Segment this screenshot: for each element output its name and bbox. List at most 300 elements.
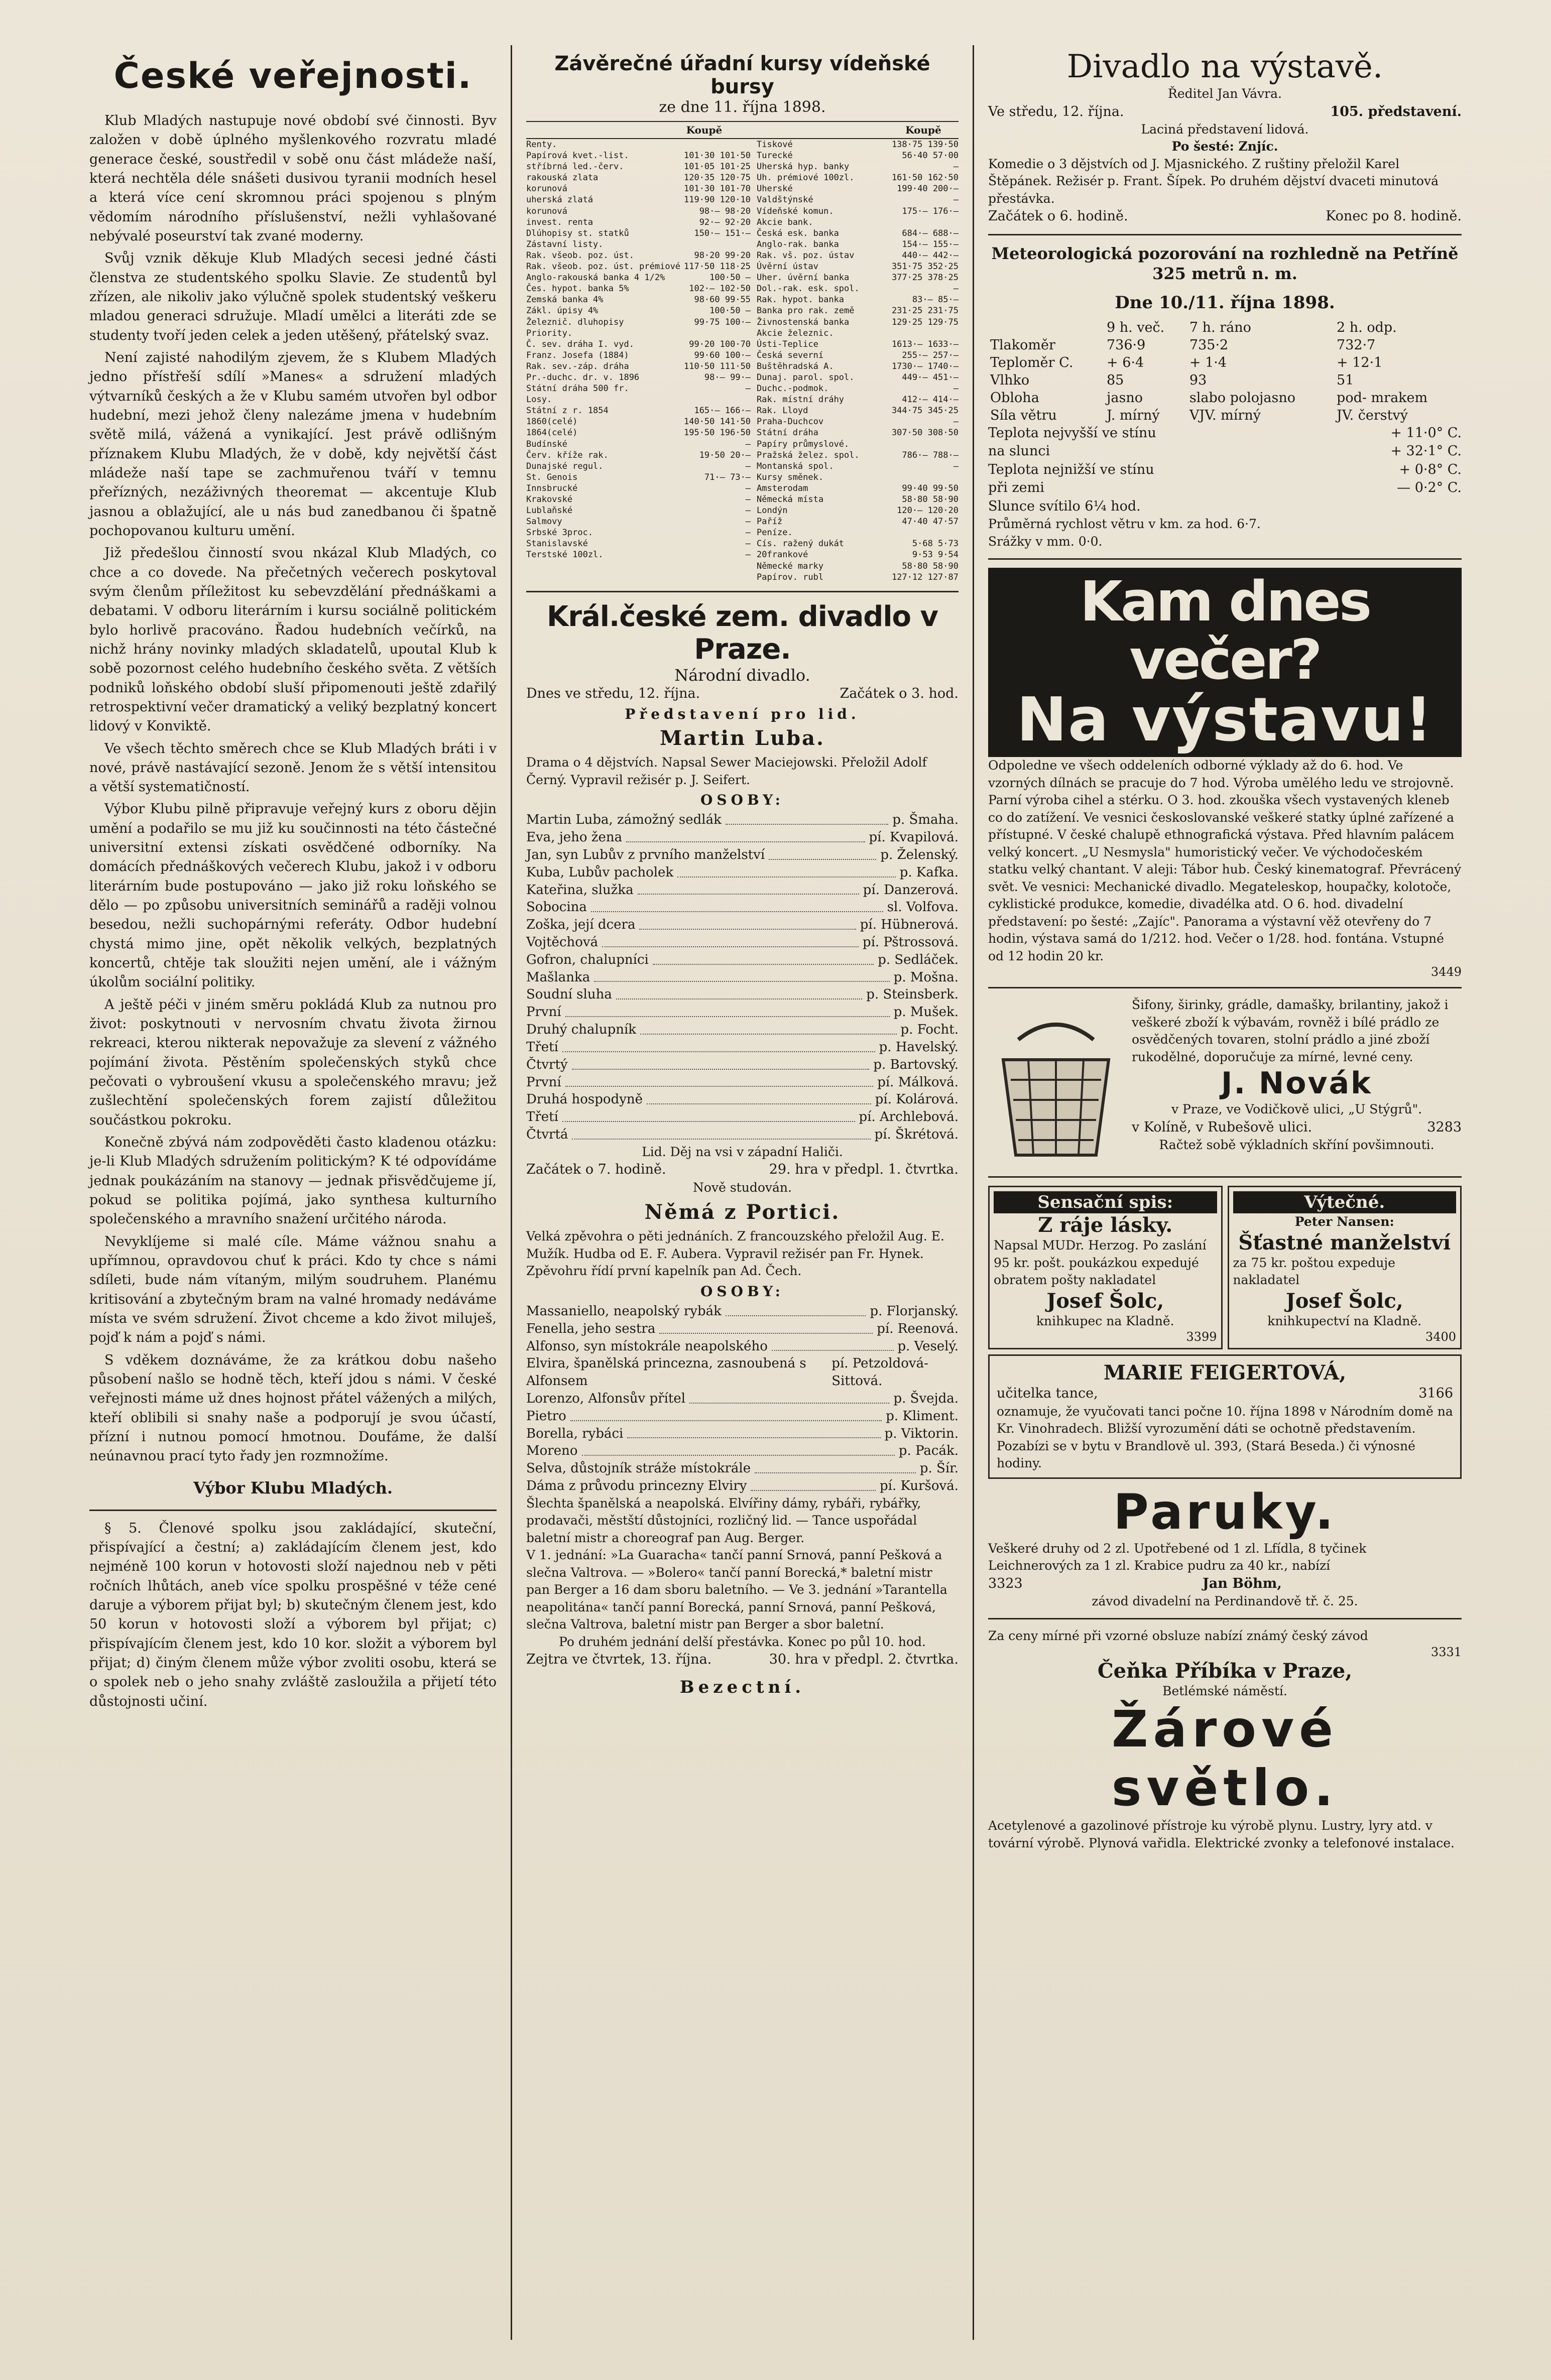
bourse-item-name: invest. renta bbox=[526, 217, 593, 227]
cast-actor: p. Pacák. bbox=[898, 1443, 959, 1459]
zarove-text: Acetylenové a gazolinové přístroje ku výrobě plynu. Lustry, lyry atd. v tovární výrobě. Plynová vařidla. Elektrické zvonky a telefonové instalace. bbox=[988, 1818, 1455, 1850]
bourse-item-value: 150·— 151·— bbox=[694, 228, 751, 238]
meteo-cell: 51 bbox=[1337, 372, 1354, 388]
bourse-row bbox=[757, 372, 959, 383]
meteo-cell: + 6·4 bbox=[1107, 354, 1144, 370]
cast-row bbox=[526, 829, 959, 846]
book-ad-b-author: Peter Nansen: bbox=[1294, 1214, 1394, 1229]
cast-row bbox=[526, 1477, 959, 1495]
bourse-item-value: 165·— 166·— bbox=[694, 406, 751, 416]
cast-leader bbox=[565, 1074, 874, 1087]
basket-illustration-icon bbox=[988, 999, 1124, 1165]
bourse-row bbox=[757, 161, 959, 172]
cast-leader bbox=[689, 1390, 889, 1404]
temperature-row bbox=[988, 497, 1462, 516]
ad-number: 3331 bbox=[1430, 1645, 1462, 1659]
extras-note: Šlechta španělská a neapolská. Elvířiny dámy, rybáři, rybářky, prodavači, městští důstojníci, rozličný lid. — Tance uspořádal baletní mistr a choreograf pan Aug. Berger. bbox=[526, 1495, 921, 1545]
cast-role: Fenella, jeho sestra bbox=[526, 1321, 656, 1336]
cast-role: První bbox=[526, 1005, 561, 1020]
bourse-date: ze dne 11. října 1898. bbox=[659, 98, 826, 116]
cast-row bbox=[526, 1039, 959, 1056]
cast-leader bbox=[591, 899, 883, 912]
bourse-item-name: korunová bbox=[526, 206, 567, 216]
cast-leader bbox=[594, 969, 889, 982]
bourse-item-value: — bbox=[745, 461, 751, 471]
divider bbox=[89, 1510, 497, 1511]
bourse-item-value: 175·— 176·— bbox=[902, 206, 959, 216]
meteo-title: Meteorologická pozorování na rozhledně na Petříně 325 metrů n. m. bbox=[991, 243, 1459, 283]
bourse-item-value: — bbox=[953, 195, 959, 205]
bourse-item-value: 440·— 442·— bbox=[902, 250, 959, 261]
bourse-item-value: — bbox=[745, 550, 751, 560]
bourse-item-name: Budínské bbox=[526, 439, 567, 449]
cast-role: Borella, rybáci bbox=[526, 1426, 624, 1441]
cast-heading: OSOBY: bbox=[700, 792, 785, 809]
bourse-item-value: 351·75 352·25 bbox=[891, 262, 959, 272]
bourse-item-value: 684·— 688·— bbox=[902, 228, 959, 238]
bourse-item-value: — bbox=[953, 461, 959, 471]
bourse-title: Závěrečné úřadní kursy vídeňské bursy bbox=[554, 52, 930, 98]
cast-role: Druhý chalupník bbox=[526, 1022, 637, 1038]
bourse-row bbox=[526, 150, 751, 161]
cast-role: První bbox=[526, 1074, 561, 1090]
bourse-item-value: 120·35 120·75 bbox=[683, 173, 751, 183]
cast-role: Třetí bbox=[526, 1109, 558, 1125]
bourse-item-name: Dunajské regul. bbox=[526, 461, 604, 471]
bourse-item-name: Čes. hypot. banka 5% bbox=[526, 284, 629, 294]
cast-actor: pí. Kvapilová. bbox=[869, 830, 959, 845]
cast-actor: p. Šmaha. bbox=[892, 812, 959, 828]
bourse-row bbox=[757, 183, 959, 194]
cast-row bbox=[526, 1408, 959, 1425]
divider bbox=[988, 1176, 1462, 1178]
start-row bbox=[526, 1161, 959, 1179]
bourse-row bbox=[757, 538, 959, 549]
bourse-item-name: Rak. všeob. poz. úst. prémiové bbox=[526, 262, 681, 272]
ad-number: 3399 bbox=[1186, 1330, 1217, 1344]
bourse-item-name: Dol.-rak. esk. spol. bbox=[757, 284, 860, 294]
cast-role: Massaniello, neapolský rybák bbox=[526, 1303, 722, 1319]
ballet-note: V 1. jednání: »La Guaracha« tančí panní Srnová, panní Pešková a slečna Valtrova. — »Bolero« tančí panní Borecká,* baletní mistr pan Berger a 16 dam sboru baletního. — Ve 3. jednání »Tarantella neapolitána« tančí panní Borecká, panní Srnová, panní Pešková, slečna Valtrova, baletní mistr pan Berger a sbor baletní. bbox=[526, 1548, 947, 1632]
cast-actor: p. Sedláček. bbox=[878, 952, 959, 967]
cast-row bbox=[526, 1303, 959, 1320]
cast-actor: p. Šír. bbox=[919, 1461, 959, 1476]
cast-row bbox=[526, 1126, 959, 1144]
cast-actor: p. Švejda. bbox=[893, 1391, 959, 1406]
cast-actor: pí. Petzoldová-Sittová. bbox=[831, 1356, 928, 1389]
marie-sub-row bbox=[997, 1385, 1453, 1403]
paruky-address: závod divadelní na Perdinandově tř. č. 25. bbox=[1092, 1593, 1358, 1608]
cast-leader bbox=[640, 1021, 896, 1035]
divider bbox=[526, 591, 959, 592]
bourse-item-name: Dunaj. parol. spol. bbox=[757, 372, 855, 383]
bourse-item-name: Srbské 3proc. bbox=[526, 528, 593, 538]
cast-role: Sobocina bbox=[526, 900, 587, 915]
book-ad-b-title: Šťastné manželství bbox=[1238, 1230, 1451, 1255]
bourse-row bbox=[526, 350, 751, 361]
rain-note: Srážky v mm. 0·0. bbox=[988, 534, 1103, 549]
bourse-item-name: Zákl. úpisy 4% bbox=[526, 306, 599, 316]
bourse-item-name: Praha-Duchcov bbox=[757, 417, 824, 427]
bourse-item-value bbox=[888, 217, 959, 228]
cenka-address: Betlémské náměstí. bbox=[1162, 1683, 1287, 1698]
bourse-item-name: Rak. Lloyd bbox=[757, 406, 808, 416]
book-ad-a-text: Napsal MUDr. Herzog. Po zaslání 95 kr. pošt. poukázkou expedujé obratem pošty nakladatel bbox=[994, 1238, 1207, 1288]
sifony-kolin: v Kolíně, v Rubešově ulici. bbox=[1132, 1119, 1313, 1135]
cast-actor: p. Steinsberk. bbox=[866, 987, 959, 1003]
subscription-note: 29. hra v předpl. 1. čtvrtka. bbox=[769, 1162, 959, 1178]
bourse-item-value: 231·25 231·75 bbox=[891, 306, 959, 316]
cast-row bbox=[526, 1004, 959, 1021]
book-ad-b-sub: knihkupectví na Kladně. bbox=[1267, 1313, 1422, 1328]
bourse-row bbox=[526, 261, 751, 272]
bourse-item-name: Zástavní listy. bbox=[526, 239, 604, 249]
sifony-ad bbox=[988, 996, 1462, 1168]
cast-role: Martin Luba, zámožný sedlák bbox=[526, 812, 722, 828]
bourse-row bbox=[757, 394, 959, 405]
marie-ad bbox=[988, 1354, 1462, 1478]
bourse-item-value: — bbox=[745, 384, 751, 394]
cast-row bbox=[526, 1021, 959, 1039]
divadlo-description: Komedie o 3 dějstvích od J. Mjasnického. Z ruštiny přeložil Karel Štěpánek. Režisér p. Frant. Šípek. Po druhém dějství dvaceti minutová přestávka. bbox=[988, 156, 1439, 206]
bourse-item-name: Státní z r. 1854 bbox=[526, 406, 609, 416]
bourse-row bbox=[526, 161, 751, 172]
bourse-item-value bbox=[888, 328, 959, 339]
marie-text: oznamuje, že vyučovati tanci počne 10. října 1898 v Národním domě na Kr. Vinohradech. Bližší vyrozumění dáti se ochotně představením. Pozabízi se v bytu v Brandlově ul. 393, (Stará Beseda.) či výnosné hodiny. bbox=[997, 1404, 1453, 1470]
cast-role: Druhá hospodyně bbox=[526, 1092, 643, 1107]
temperature-value: + 11·0° C. bbox=[1390, 425, 1462, 441]
cast-role: Zoška, její dcera bbox=[526, 917, 636, 933]
bourse-item-value: 786·— 788·— bbox=[902, 450, 959, 460]
cast-actor: p. Kliment. bbox=[886, 1408, 959, 1424]
bourse-row bbox=[757, 505, 959, 516]
statute-text: § 5. Členové spolku jsou zakládající, skuteční, přispívající a čestní; a) zakládajícím členem jest, kdo nejméně 100 korun v hotovosti složí najednou neb v pěti ročních lhůtách, aneb více spolku prospěšné v téže cené daruje a výborem přijat byl; b) skutečným členem jest, kdo 50 korun v hotovosti složí a výborem byl přijat; c) přispívajícím členem jest, kdo 10 kor. složit a výborem byl přijat; d) činým členem může výbor zvoliti osobu, která se o spolek neb o jeho snahy zvláště zasloužila a přijetí této důstojnosti učiní. bbox=[89, 1520, 497, 1709]
bourse-row bbox=[757, 328, 959, 339]
bourse-table bbox=[526, 139, 959, 583]
bourse-item-value: 138·75 139·50 bbox=[891, 140, 959, 150]
bourse-row bbox=[526, 427, 751, 438]
bourse-row bbox=[757, 206, 959, 217]
paruky-name: Jan Böhm, bbox=[1202, 1575, 1282, 1591]
play-description: Drama o 4 dějstvích. Napsal Sewer Maciejowski. Přeložil Adolf Černý. Vypravil režisér p. J. Seifert. bbox=[526, 755, 927, 787]
wind-note: Průměrná rychlost větru v km. za hod. 6·7. bbox=[988, 517, 1261, 532]
sifony-note: Račtež sobě výkladních skříní povšimnouti. bbox=[1159, 1138, 1435, 1152]
bourse-row bbox=[526, 494, 751, 505]
cast-leader bbox=[572, 1056, 870, 1070]
bourse-col-head: Koupě bbox=[905, 124, 941, 136]
meteo-cell: JV. čerstvý bbox=[1337, 407, 1408, 423]
bourse-row bbox=[526, 239, 751, 250]
book-ad-a-head: Sensační spis: bbox=[994, 1191, 1217, 1213]
bourse-row bbox=[526, 206, 751, 217]
bourse-row bbox=[757, 217, 959, 228]
cast-actor: pí. Kolárová. bbox=[875, 1092, 959, 1107]
bourse-item-name: Německé marky bbox=[757, 561, 824, 571]
cast-row bbox=[526, 1091, 959, 1108]
bourse-item-value: — bbox=[745, 506, 751, 516]
bourse-row bbox=[526, 139, 751, 150]
divadlo-end: Konec po 8. hodině. bbox=[1326, 208, 1462, 224]
bourse-item-value: — bbox=[953, 417, 959, 427]
exhibition-ad-text: Odpoledne ve všech oddeleních odborné výklady až do 6. hod. Ve vzorných dílnách se pracuje do 7 hod. Výroba umělého ledu ve strojovně. Parní výroba cihel a stérku. O 3. hod. zkouška všech vystavených kleneb co do zatížení. Ve vesnici českoslovanské veškeré statky úplné zařízené a přístupné. V české chalupě ethnografická výstava. Před hlavním palácem velký koncert. „U Nesmysla" humoristický večer. Ve východočeském statku velký chantant. V aleji: Tábor hub. Český kinematograf. Převrácený svět. Ve vesnici: Mechanické divadlo. Megateleskop, houpačky, kolotoče, cyklistické produkce, komedie, divadélka atd. O 6. hod. divadelní představení: po šesté: „Zajíc". Panorama a výstavní věž otevřeny do 7 hodin, výstava samá do 1/212. hod. Večer o 1/28. hod. fontána. Vstupné od 12 hodin 20 kr. bbox=[988, 758, 1462, 963]
temperature-row bbox=[988, 442, 1462, 460]
bourse-item-name: Pražská želez. spol. bbox=[757, 450, 860, 460]
cast-role: Lorenzo, Alfonsův přítel bbox=[526, 1391, 686, 1406]
tomorrow-note: 30. hra v předpl. 2. čtvrtka. bbox=[769, 1652, 959, 1668]
bourse-item-name: Salmovy bbox=[526, 517, 562, 527]
tomorrow-row bbox=[526, 1651, 959, 1669]
bourse-item-value: 100·50 — bbox=[709, 306, 751, 316]
temperature-row bbox=[988, 479, 1462, 497]
bourse-item-value: 377·25 378·25 bbox=[891, 273, 959, 283]
bourse-item-value: 98·60 99·55 bbox=[694, 295, 751, 305]
bourse-row bbox=[526, 339, 751, 350]
theatre-subtitle: Národní divadlo. bbox=[674, 665, 810, 685]
bourse-item-name: Železnič. dluhopisy bbox=[526, 317, 624, 327]
bourse-item-name: St. Genois bbox=[526, 472, 578, 482]
bourse-item-value: 140·50 141·50 bbox=[683, 417, 751, 427]
meteo-cell: + 1·4 bbox=[1189, 354, 1227, 370]
bourse-row bbox=[526, 505, 751, 516]
cast-role: Mašlanka bbox=[526, 969, 590, 985]
cast-actor: sl. Volfova. bbox=[887, 900, 959, 915]
meteo-cell: 93 bbox=[1189, 372, 1207, 388]
exhibition-ad-line1: Kam dnes večer? bbox=[1080, 569, 1370, 692]
bourse-item-value: 127·12 127·87 bbox=[891, 572, 959, 582]
bourse-row bbox=[526, 483, 751, 494]
zarove-title: Žárové světlo. bbox=[1111, 1700, 1339, 1818]
bourse-item-value: 119·90 120·10 bbox=[683, 195, 751, 205]
bourse-item-name: 1864(celé) bbox=[526, 428, 578, 438]
meteo-row bbox=[988, 336, 1462, 354]
bourse-item-value: — bbox=[953, 162, 959, 172]
bourse-item-name: 20frankové bbox=[757, 550, 808, 560]
bourse-row bbox=[526, 294, 751, 305]
bourse-item-value: 47·40 47·57 bbox=[902, 517, 959, 527]
book-ad-b-text: za 75 kr. poštou expeduje nakladatel bbox=[1233, 1255, 1395, 1288]
bourse-row bbox=[526, 450, 751, 461]
meteo-col-head: 9 h. več. bbox=[1107, 319, 1165, 335]
temperature-row bbox=[988, 424, 1462, 442]
column-article bbox=[75, 45, 512, 2340]
theatre-date: Dnes ve středu, 12. října. bbox=[526, 685, 700, 701]
cast-leader bbox=[572, 1126, 870, 1140]
bourse-row bbox=[526, 228, 751, 239]
cast-actor: p. Viktorin. bbox=[884, 1426, 959, 1441]
column-ads bbox=[974, 45, 1476, 2340]
cast-row bbox=[526, 811, 959, 829]
divadlo-play: Po šesté: Znjíc. bbox=[1171, 139, 1278, 154]
cast-leader bbox=[653, 951, 874, 965]
book-ads bbox=[988, 1186, 1462, 1349]
bourse-item-name: Rak. všeob. poz. úst. bbox=[526, 250, 634, 261]
cast-actor: pí. Málková. bbox=[877, 1074, 959, 1090]
bourse-row bbox=[526, 549, 751, 560]
cast-leader bbox=[772, 1338, 894, 1351]
divadlo-cheap: Laciná představení lidová. bbox=[1141, 121, 1309, 137]
cast-role: Elvira, španělská princezna, zasnoubená s Alfonsem bbox=[526, 1356, 806, 1389]
bourse-item-name: Papíry průmyslové. bbox=[757, 439, 850, 449]
bourse-item-name: Priority. bbox=[526, 328, 573, 338]
cast-actor: pí. Reenová. bbox=[877, 1321, 959, 1336]
bourse-row bbox=[526, 183, 751, 194]
cast-leader bbox=[582, 1442, 895, 1456]
book-ad-a-name: Josef Šolc, bbox=[1046, 1289, 1164, 1313]
article-paragraph: Klub Mladých nastupuje nové období své činnosti. Byv založen v době úplného myšlenkového rozvratu mladé generace české, soustředil v sobě onu část mládeže naší, která nechtěla déle snášeti dusivou tyranii modních hesel a která více cení skromnou práci spojenou s plným vědomím národního příslušenství, nežli vyhlašované nebývalé poseurství tak zvané moderny. bbox=[89, 113, 497, 244]
column-bourse-theatre bbox=[512, 45, 974, 2340]
cast-leader bbox=[659, 1320, 873, 1334]
bourse-item-value: 98·— 98·20 bbox=[699, 206, 751, 216]
article-body bbox=[89, 111, 497, 1466]
bourse-row bbox=[526, 527, 751, 538]
bourse-item-value: 101·30 101·70 bbox=[683, 184, 751, 194]
cast2-heading: OSOBY: bbox=[700, 1283, 785, 1300]
cast-row bbox=[526, 969, 959, 986]
divadlo-date-row bbox=[988, 103, 1462, 121]
paruky-title: Paruky. bbox=[1113, 1483, 1337, 1540]
play-title: Martin Luba. bbox=[660, 726, 825, 750]
bourse-row bbox=[526, 328, 751, 339]
bourse-item-name: Dlúhopisy st. statků bbox=[526, 228, 629, 238]
bourse-item-value: 154·— 155·— bbox=[902, 239, 959, 249]
sifony-address: v Praze, ve Vodičkově ulici, „U Stýgrů". bbox=[1171, 1102, 1422, 1117]
meteo-cell: Teploměr C. bbox=[990, 354, 1073, 370]
bourse-item-name: 1860(celé) bbox=[526, 417, 578, 427]
cast-row bbox=[526, 1338, 959, 1355]
cast-row bbox=[526, 1056, 959, 1074]
bourse-item-name: Živnostenská banka bbox=[757, 317, 850, 327]
meteo-cell: pod- mrakem bbox=[1337, 390, 1428, 406]
meteo-cell: slabo polojasno bbox=[1189, 390, 1296, 406]
bourse-item-value: 98·— 99·— bbox=[704, 372, 751, 383]
bourse-item-name: Uherské bbox=[757, 184, 793, 194]
bourse-item-value: 98·20 99·20 bbox=[694, 250, 751, 261]
cast-row bbox=[526, 1074, 959, 1091]
bourse-row bbox=[757, 439, 959, 450]
cast-leader bbox=[755, 1460, 916, 1473]
bourse-item-name: Akcie železnic. bbox=[757, 328, 834, 338]
tomorrow-date: Zejtra ve čtvrtek, 13. října. bbox=[526, 1652, 712, 1668]
bourse-item-value: — bbox=[745, 439, 751, 449]
bourse-item-name: Losy. bbox=[526, 395, 552, 405]
ad-number: 3400 bbox=[1425, 1330, 1456, 1344]
bourse-row bbox=[757, 572, 959, 583]
cast-row bbox=[526, 1425, 959, 1443]
book-ad-b-name: Josef Šolc, bbox=[1285, 1289, 1403, 1313]
cast-actor: p. Veselý. bbox=[897, 1338, 959, 1354]
bourse-item-name: Pr.-duchc. dr. v. 1896 bbox=[526, 372, 640, 383]
bourse-item-value: 100·50 — bbox=[709, 273, 751, 283]
meteo-col-head: 7 h. ráno bbox=[1189, 319, 1251, 335]
bourse-item-name: Papírov. rubl bbox=[757, 572, 824, 582]
cast-role: Čtvrtá bbox=[526, 1127, 568, 1143]
cast-row bbox=[526, 882, 959, 899]
bourse-item-value: — bbox=[953, 284, 959, 294]
cast-role: Třetí bbox=[526, 1039, 558, 1055]
article-heading: České veřejnosti. bbox=[113, 55, 472, 96]
sifony-kolin-row bbox=[1132, 1118, 1462, 1137]
bourse-item-value: 71·— 73·— bbox=[704, 472, 751, 482]
article-paragraph: Ve všech těchto směrech chce se Klub Mladých bráti i v nové, právě nastávající sezoně. Jenom že s větší intensitou a větší systematičností. bbox=[89, 740, 497, 795]
exhibition-ad-banner bbox=[988, 568, 1462, 757]
bourse-item-name: Česká severní bbox=[757, 350, 824, 360]
cast-row bbox=[526, 1355, 959, 1390]
ad-number: 3323 bbox=[988, 1575, 1023, 1591]
divadlo-time-row bbox=[988, 207, 1462, 225]
temperature-row bbox=[988, 461, 1462, 479]
cast-leader bbox=[638, 882, 859, 895]
meteo-cell: jasno bbox=[1107, 390, 1143, 406]
bourse-item-name: Zemská banka 4% bbox=[526, 295, 604, 305]
bourse-row bbox=[757, 549, 959, 560]
meteo-cell: 732·7 bbox=[1337, 337, 1376, 353]
bourse-row bbox=[526, 283, 751, 294]
article-paragraph: Není zajisté nahodilým zjevem, že s Klubem Mladých jedno přístřeší sdílí »Manes« a sdružení mladých výtvarníků českých a že v Klubu samém utvořen byl odbor hudební, mezi jehož členy nalezáme jmena v hudebním světě milá, vážená a vynikající. Jest právě odlišným příznakem Klubu Mladých, že v době, kdy největší část mládeže naší tape se zachmuřenou tváří v temnu přeřízných, nezáživných theoremat — akcentuje Klub jasnou a oblažující, ale u nás bud zanedbanou či špatně pochopovanou kulturu umění. bbox=[89, 349, 497, 539]
marie-sub: učitelka tance, bbox=[997, 1386, 1098, 1402]
bourse-item-value: — bbox=[745, 528, 751, 538]
theatre-start: Začátek o 3. hod. bbox=[840, 685, 959, 701]
bourse-row bbox=[526, 372, 751, 383]
bourse-item-name: Vídeňské komun. bbox=[757, 206, 834, 216]
bourse-row bbox=[757, 516, 959, 527]
bourse-item-name: Rak. sev.-záp. dráha bbox=[526, 361, 629, 371]
bourse-item-name: Uher. úvěrní banka bbox=[757, 273, 850, 283]
bourse-item-name: Anglo-rakouská banka 4 1/2% bbox=[526, 273, 665, 283]
bourse-row bbox=[526, 250, 751, 261]
bourse-item-name: Anglo-rak. banka bbox=[757, 239, 839, 249]
bourse-item-name: Uh. prémiové 100zl. bbox=[757, 173, 855, 183]
cast-leader bbox=[751, 1477, 876, 1491]
divider bbox=[988, 234, 1462, 235]
bourse-item-name: Tiskové bbox=[757, 140, 793, 150]
cast-row bbox=[526, 846, 959, 864]
bourse-item-name: Cís. ražený dukát bbox=[757, 539, 845, 549]
bourse-row bbox=[526, 405, 751, 416]
bourse-item-name: Buštěhradská A. bbox=[757, 361, 834, 371]
meteo-col-head: 2 h. odp. bbox=[1337, 319, 1397, 335]
bourse-item-name: Německá místa bbox=[757, 494, 824, 505]
bourse-item-value bbox=[888, 527, 959, 538]
bourse-item-value: 5·68 5·73 bbox=[912, 539, 959, 549]
cast-actor: p. Mošna. bbox=[893, 969, 959, 985]
cast-row bbox=[526, 934, 959, 951]
cast-role: Vojtěchová bbox=[526, 934, 599, 950]
bourse-item-name: Krakovské bbox=[526, 494, 573, 505]
cast-actor: pí. Kuršová. bbox=[880, 1478, 959, 1494]
temperature-label: na slunci bbox=[988, 443, 1050, 459]
meteo-cell: Obloha bbox=[990, 390, 1039, 406]
bourse-item-value: 1613·— 1633·— bbox=[891, 339, 959, 349]
article-paragraph: A ještě péči v jiném směru pokládá Klub za nutnou pro život: poskytnouti v nervosním chvatu života žirnou rekreaci, kterou nikterak nepovažuje za slevení z vážného pojímání života. Pěstěním společenských styků chce pečovati o vybroušení vkusu a společenského mravu; jež zušlechtění společenských forem zajistí důležitou součástkou pokroku. bbox=[89, 996, 497, 1128]
bourse-row bbox=[526, 516, 751, 527]
bourse-item-value: — bbox=[745, 494, 751, 505]
cenka-text: Za ceny mírné při vzorné obsluze nabízí známý český závod bbox=[988, 1629, 1368, 1644]
cast-actor: p. Havelský. bbox=[879, 1039, 959, 1055]
theatre-title: Král.české zem. divadlo v Praze. bbox=[546, 600, 938, 666]
bourse-item-name: Renty. bbox=[526, 140, 557, 150]
bourse-row bbox=[757, 405, 959, 416]
article-paragraph: Svůj vznik děkuje Klub Mladých secesi jedné části členstva ze studentského spolku Slavie. Ze studentů byl zřízen, ale nikoliv jako výlučně spolek studentský veškeru mladou generaci sdružuje. Mladí umělci a literáti zde se studenty tvoří jeden celek a jeden utěšený, přátelský svaz. bbox=[89, 250, 497, 343]
divider bbox=[988, 987, 1462, 988]
meteo-cell: 85 bbox=[1107, 372, 1124, 388]
bourse-item-value: 120·— 120·20 bbox=[897, 506, 959, 516]
bourse-right-col bbox=[757, 139, 959, 583]
bourse-item-value: 99·60 100·— bbox=[694, 350, 751, 360]
book-ad-a bbox=[988, 1186, 1223, 1349]
bourse-item-name: Banka pro rak. země bbox=[757, 306, 855, 316]
cast-leader bbox=[562, 1108, 855, 1122]
article-paragraph: S vděkem doznáváme, že za krátkou dobu našeho působení našlo se hodně těch, kteří jdou s námi. V české veřejnosti máme už dnes hojnost přátel vážených a milých, kteří oblibili si snahy naše a podporují je svou účastí, přízní i nutnou pomocí hmotnou. Doufáme, že další neúnavnou prací tyto řady jen rozmnožíme. bbox=[89, 1352, 497, 1464]
